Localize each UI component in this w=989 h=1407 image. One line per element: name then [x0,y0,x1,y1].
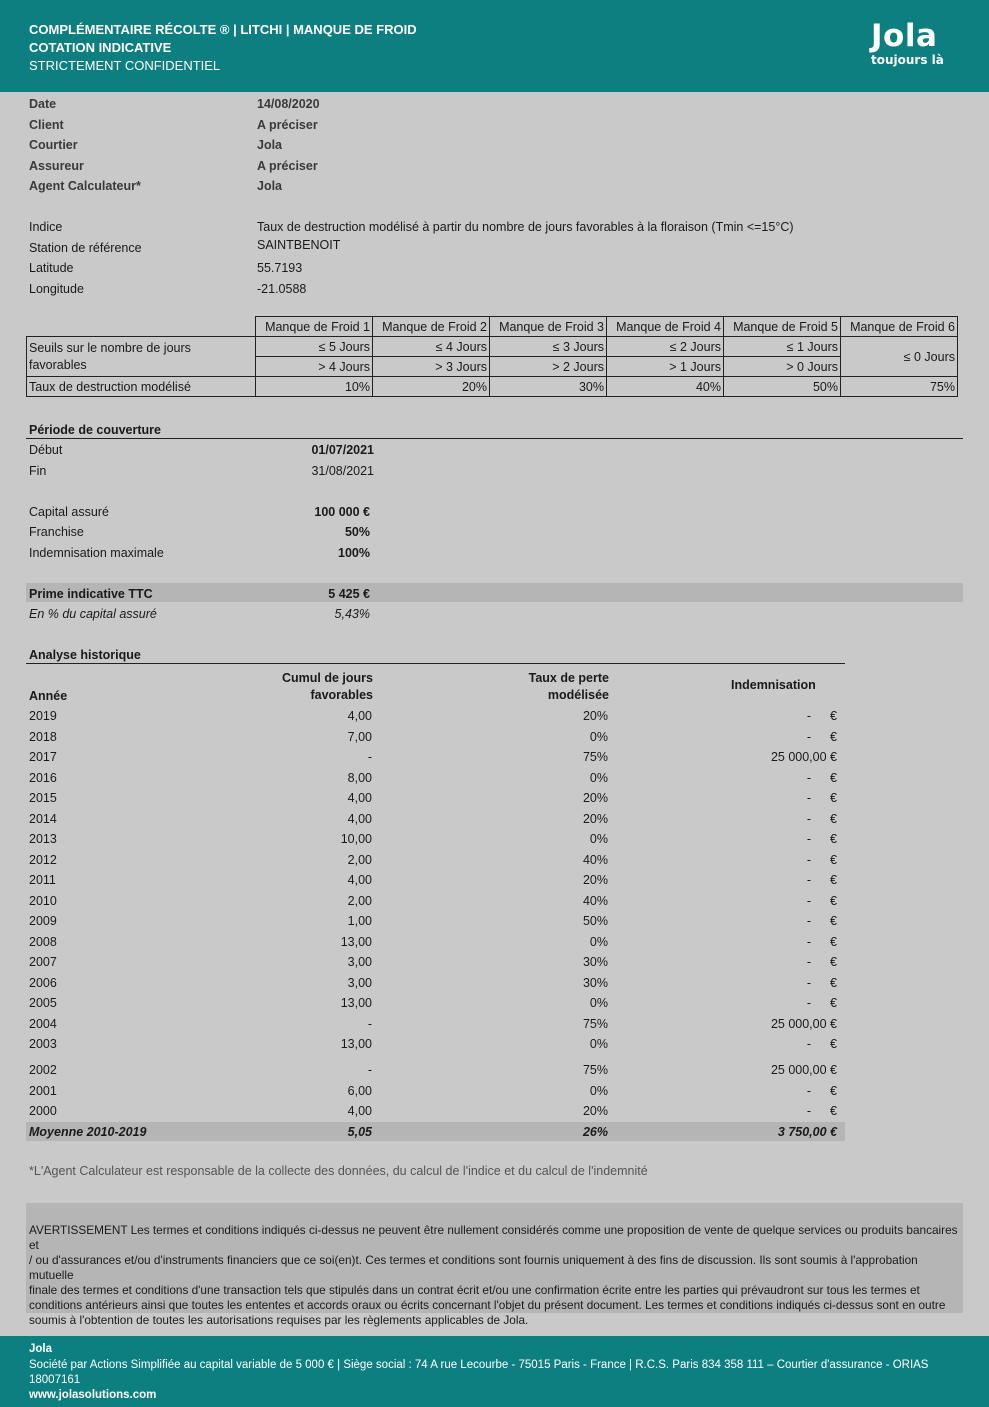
history-taux: 20% [582,709,608,723]
premium-pct-value: 5,43% [334,607,370,621]
history-indemnisation: - [806,709,811,723]
threshold-upper: ≤ 4 Jours [373,337,490,357]
history-currency: € [830,709,837,723]
history-cumul: 8,00 [347,771,372,785]
info-label-courtier: Courtier [29,138,78,152]
jola-logo [871,18,961,66]
history-cumul: 4,00 [347,873,372,887]
history-indemnisation: 25 000,00 € [770,1063,837,1077]
history-year: 2007 [29,955,57,969]
history-cumul: 13,00 [340,1037,372,1051]
history-cumul: - [367,750,372,764]
document-footer [0,1336,989,1407]
history-row [29,791,839,811]
history-indemnisation: - [806,1037,811,1051]
rate-value: 50% [724,377,841,397]
history-row [29,1017,839,1037]
history-col-cumul-l1: Cumul de jours [282,671,373,685]
history-year: 2017 [29,750,57,764]
history-row [29,976,839,996]
history-row [29,771,839,791]
history-indemnisation: - [806,996,811,1010]
premium-label: Prime indicative TTC [29,587,153,601]
history-row [29,812,839,832]
history-year: 2008 [29,935,57,949]
info-label-assureur: Assureur [29,159,84,173]
history-taux: 0% [589,832,608,846]
history-year: 2005 [29,996,57,1010]
history-cumul: 6,00 [347,1084,372,1098]
history-indemnisation: - [806,873,811,887]
history-year: 2002 [29,1063,57,1077]
rate-value: 20% [373,377,490,397]
info-value-client: A préciser [257,118,318,132]
history-col-year: Année [29,689,68,703]
disclaimer-line: conditions antérieurs ainsi que toutes les ententes et accords oraux ou écrits concernant l'objet du présent document. Les termes et conditions indiqués ci-dessus sont en outre [29,1298,946,1312]
start-label: Début [29,443,63,457]
history-taux: 0% [589,1037,608,1051]
history-taux: 30% [582,976,608,990]
disclaimer-line: finale des termes et conditions d'une transaction tels que stipulés dans un contrat écrit et/ou une confirmation écrite entre les parties qui prévaudront sur tous les termes et [29,1283,920,1297]
history-row [29,914,839,934]
history-cumul: - [367,1063,372,1077]
history-year: 2010 [29,894,57,908]
capital-value: 100 000 € [314,505,370,519]
history-indemnisation: - [806,976,811,990]
threshold-row-label-2: favorables [29,357,87,372]
history-currency: € [830,1037,837,1051]
threshold-upper: ≤ 2 Jours [607,337,724,357]
history-year: 2004 [29,1017,57,1031]
premium-value: 5 425 € [328,587,370,601]
history-indemnisation: - [806,914,811,928]
footer-website[interactable]: www.jolasolutions.com [29,1389,157,1401]
history-indemnisation: - [806,771,811,785]
history-taux: 20% [582,873,608,887]
history-taux: 0% [589,935,608,949]
info-value-date: 14/08/2020 [257,97,320,111]
history-year: 2015 [29,791,57,805]
threshold-header: Manque de Froid 5 [724,317,841,337]
history-col-taux [480,670,609,704]
info-label-client: Client [29,118,64,132]
premium-pct-label: En % du capital assuré [29,607,157,621]
logo-tagline: toujours là [871,53,944,67]
history-currency: € [830,730,837,744]
history-year: 2016 [29,771,57,785]
history-row [29,709,839,729]
history-title: Analyse historique [29,648,141,662]
history-row [29,853,839,873]
history-row [29,873,839,893]
history-currency: € [830,894,837,908]
index-label: Indice [29,220,63,234]
history-currency: € [830,791,837,805]
document-header [0,0,989,92]
history-row [29,1104,839,1124]
average-cumul: 5,05 [347,1125,372,1139]
history-indemnisation: - [806,1104,811,1118]
history-taux: 40% [582,894,608,908]
history-taux: 75% [582,1063,608,1077]
history-row [29,996,839,1016]
start-value: 01/07/2021 [311,443,374,457]
footer-company: Jola [29,1343,53,1355]
history-currency: € [830,1104,837,1118]
history-currency: € [830,935,837,949]
history-currency: € [830,1084,837,1098]
history-indemnisation: - [806,894,811,908]
history-taux: 40% [582,853,608,867]
history-year: 2014 [29,812,57,826]
history-taux: 0% [589,771,608,785]
history-currency: € [830,873,837,887]
history-taux: 0% [589,996,608,1010]
history-year: 2012 [29,853,57,867]
threshold-header: Manque de Froid 6 [841,317,958,337]
history-divider [26,663,845,664]
footer-legal: Société par Actions Simplifiée au capital variable de 5 000 € | Siège social : 74 A rue Lecourbe - 75015 Paris - France | R.C.S. Paris 834 358 111 – Courtier d'assurance - ORIAS [29,1359,929,1371]
franchise-label: Franchise [29,525,84,539]
history-indemnisation: - [806,935,811,949]
history-taux: 20% [582,1104,608,1118]
rate-value: 40% [607,377,724,397]
history-row [29,1037,839,1057]
history-currency: € [830,996,837,1010]
end-value: 31/08/2021 [311,464,374,478]
info-value-agent: Jola [257,179,283,193]
rate-value: 10% [256,377,373,397]
threshold-lower: > 2 Jours [490,357,607,377]
threshold-upper: ≤ 3 Jours [490,337,607,357]
end-label: Fin [29,464,47,478]
rate-label: Taux de destruction modélisé [27,377,256,397]
document-title: COMPLÉMENTAIRE RÉCOLTE ® | LITCHI | MANQUE DE FROID [29,22,417,37]
history-cumul: 13,00 [340,935,372,949]
history-year: 2019 [29,709,57,723]
threshold-lower: > 4 Jours [256,357,373,377]
history-col-indemnisation: Indemnisation [731,678,816,692]
info-value-assureur: A préciser [257,159,318,173]
history-row [29,750,839,770]
confidentiality-notice: STRICTEMENT CONFIDENTIEL [29,58,221,73]
history-cumul: - [367,1017,372,1031]
history-year: 2003 [29,1037,57,1051]
threshold-lower: > 0 Jours [724,357,841,377]
footnote: *L'Agent Calculateur est responsable de la collecte des données, du calcul de l'indice et du calcul de l'indemnité [29,1164,648,1178]
history-row [29,832,839,852]
history-cumul: 4,00 [347,791,372,805]
threshold-lower: > 1 Jours [607,357,724,377]
history-year: 2013 [29,832,57,846]
history-cumul: 10,00 [340,832,372,846]
info-value-courtier: Jola [257,138,283,152]
coverage-title: Période de couverture [29,423,161,437]
index-value: Taux de destruction modélisé à partir du nombre de jours favorables à la floraison (Tmin <=15°C) [257,220,794,234]
history-taux: 20% [582,812,608,826]
history-taux: 0% [589,1084,608,1098]
info-label-date: Date [29,97,57,111]
coverage-divider [26,438,963,439]
history-taux: 0% [589,730,608,744]
history-currency: € [830,812,837,826]
threshold-header: Manque de Froid 3 [490,317,607,337]
history-cumul: 4,00 [347,812,372,826]
franchise-value: 50% [344,525,370,539]
rate-value: 75% [841,377,958,397]
thresholds-table [26,316,958,397]
disclaimer-line: soumis à l'obtention de toutes les autorisations requises par les règlements applicables de Jola. [29,1313,529,1327]
history-row [29,730,839,750]
disclaimer-line: AVERTISSEMENT Les termes et conditions indiqués ci-dessus ne peuvent être nullement considérés comme une proposition de vente de quelque services ou produits bancaires et [29,1223,958,1252]
history-year: 2011 [29,873,56,887]
history-indemnisation: - [806,730,811,744]
longitude-value: -21.0588 [257,282,307,296]
history-currency: € [830,955,837,969]
history-indemnisation: - [806,812,811,826]
history-cumul: 4,00 [347,709,372,723]
history-col-cumul-l2: favorables [310,688,373,702]
history-indemnisation: 25 000,00 € [770,750,837,764]
average-indemnisation: 3 750,00 € [777,1125,837,1139]
history-indemnisation: 25 000,00 € [770,1017,837,1031]
history-cumul: 2,00 [347,853,372,867]
threshold-upper: ≤ 1 Jours [724,337,841,357]
longitude-label: Longitude [29,282,84,296]
history-indemnisation: - [806,853,811,867]
capital-label: Capital assuré [29,505,109,519]
history-year: 2000 [29,1104,57,1118]
rate-value: 30% [490,377,607,397]
threshold-upper: ≤ 5 Jours [256,337,373,357]
threshold-row-label: Seuils sur le nombre de jours [29,340,191,355]
history-year: 2001 [29,1084,57,1098]
max-indemnity-label: Indemnisation maximale [29,546,164,560]
history-taux: 30% [582,955,608,969]
history-currency: € [830,832,837,846]
average-taux: 26% [582,1125,608,1139]
history-cumul: 13,00 [340,996,372,1010]
threshold-header: Manque de Froid 1 [256,317,373,337]
info-label-agent: Agent Calculateur* [29,179,141,193]
history-cumul: 2,00 [347,894,372,908]
history-taux: 75% [582,1017,608,1031]
history-cumul: 4,00 [347,1104,372,1118]
history-taux: 50% [582,914,608,928]
document-subtitle: COTATION INDICATIVE [29,40,172,55]
station-value: SAINTBENOIT [257,238,341,252]
history-col-cumul [240,670,373,704]
premium-band [26,583,963,602]
logo-name: Jola [871,18,938,54]
history-row [29,894,839,914]
history-cumul: 7,00 [347,730,372,744]
max-indemnity-value: 100% [338,546,370,560]
latitude-label: Latitude [29,261,74,275]
threshold-header: Manque de Froid 2 [373,317,490,337]
history-indemnisation: - [806,1084,811,1098]
disclaimer-line: / ou d'assurances et/ou d'instruments financiers que ce soi(en)t. Ces termes et conditions sont fournis uniquement à des fins de discussion. Ils sont soumis à l'approbation mutuelle [29,1253,918,1282]
history-cumul: 3,00 [347,976,372,990]
history-cumul: 3,00 [347,955,372,969]
disclaimer-box [26,1203,963,1327]
history-row [29,955,839,975]
history-taux: 20% [582,791,608,805]
history-row [29,935,839,955]
history-currency: € [830,914,837,928]
history-year: 2006 [29,976,57,990]
threshold-header: Manque de Froid 4 [607,317,724,337]
station-label: Station de référence [29,241,142,255]
history-col-taux-l2: modélisée [547,688,609,702]
threshold-last: ≤ 0 Jours [841,337,958,377]
average-label: Moyenne 2010-2019 [29,1125,147,1139]
history-cumul: 1,00 [347,914,372,928]
history-currency: € [830,853,837,867]
history-currency: € [830,976,837,990]
history-year: 2018 [29,730,57,744]
latitude-value: 55.7193 [257,261,303,275]
history-row [29,1084,839,1104]
history-indemnisation: - [806,791,811,805]
footer-orias: 18007161 [29,1374,81,1386]
history-indemnisation: - [806,955,811,969]
history-indemnisation: - [806,832,811,846]
history-taux: 75% [582,750,608,764]
history-col-taux-l1: Taux de perte [528,671,609,685]
history-year: 2009 [29,914,57,928]
history-currency: € [830,771,837,785]
history-row [29,1063,839,1083]
average-row [29,1125,839,1145]
threshold-lower: > 3 Jours [373,357,490,377]
